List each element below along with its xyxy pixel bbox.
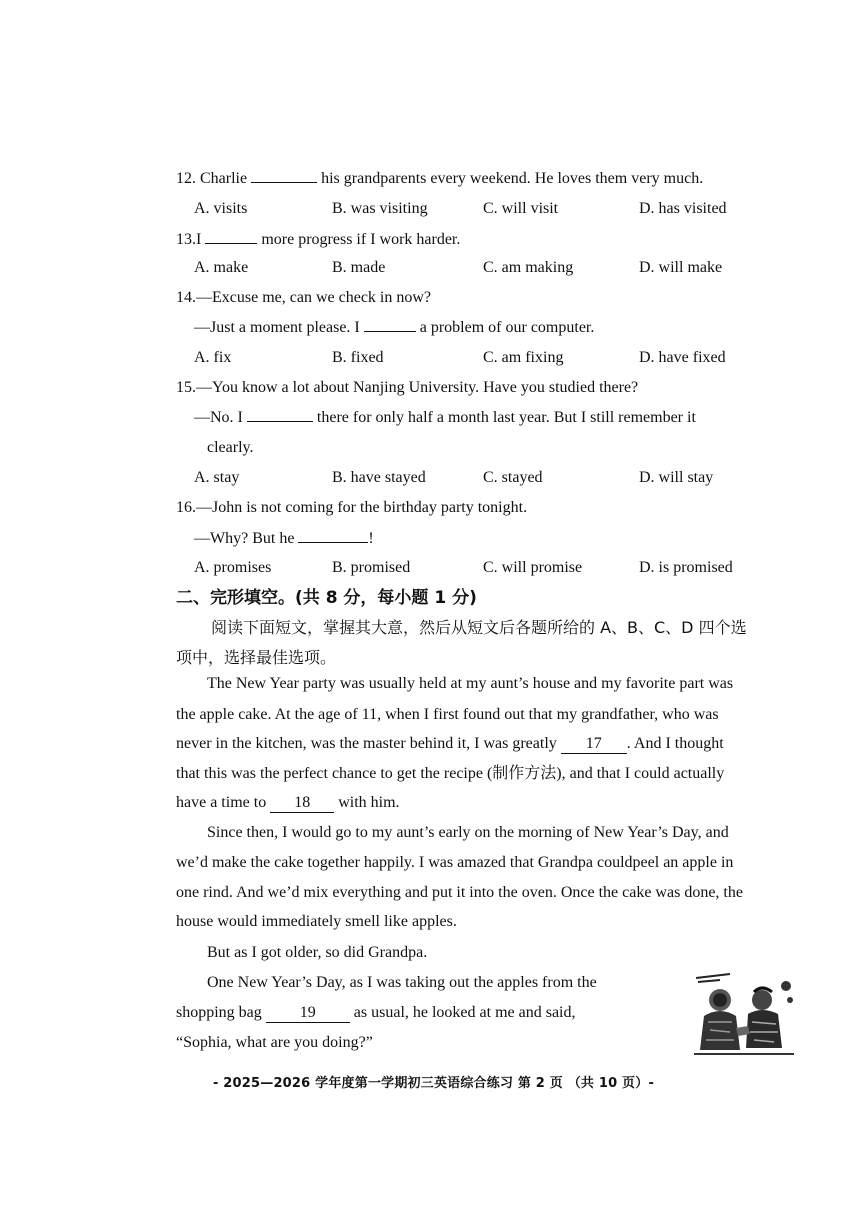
option-b: B. promised bbox=[332, 559, 411, 576]
answer-blank bbox=[247, 407, 313, 422]
option-b: B. have stayed bbox=[332, 469, 426, 486]
passage-text: as usual, he looked at me and said, bbox=[353, 1004, 576, 1021]
question-stem: —John is not coming for the birthday party tonight. bbox=[196, 499, 528, 516]
option-c: C. will visit bbox=[483, 200, 559, 217]
passage-text: never in the kitchen, was the master behind it, I was greatly bbox=[176, 735, 557, 752]
question-stem: Charlie bbox=[200, 170, 248, 187]
option-a: A. make bbox=[194, 259, 249, 276]
question-stem: —No. I bbox=[194, 409, 243, 426]
passage-line: One New Year’s Day, as I was taking out the apples from the bbox=[207, 974, 597, 991]
question-number: 12. bbox=[176, 170, 196, 187]
question-14 bbox=[176, 288, 867, 308]
question-15-continuation: clearly. bbox=[207, 439, 254, 456]
passage-line: that this was the perfect chance to get the recipe (制作方法), and that I could actually bbox=[176, 765, 725, 782]
answer-blank bbox=[364, 317, 416, 332]
option-d: D. will make bbox=[639, 259, 723, 276]
question-stem: —Why? But he bbox=[194, 530, 295, 547]
option-d: D. is promised bbox=[639, 559, 733, 576]
answer-blank bbox=[205, 229, 257, 244]
passage-line bbox=[176, 793, 802, 813]
passage-line: Since then, I would go to my aunt’s early on the morning of New Year’s Day, and bbox=[207, 824, 729, 841]
passage-line: one rind. And we’d mix everything and put it into the oven. Once the cake was done, the bbox=[176, 884, 743, 901]
question-16 bbox=[176, 498, 867, 518]
passage-line: But as I got older, so did Grandpa. bbox=[207, 944, 428, 961]
question-stem: more progress if I work harder. bbox=[261, 231, 461, 248]
option-d: D. will stay bbox=[639, 469, 714, 486]
grandpa-and-girl-illustration bbox=[690, 970, 798, 1058]
passage-text: with him. bbox=[338, 794, 400, 811]
option-b: B. was visiting bbox=[332, 200, 428, 217]
cloze-blank-18: 18 bbox=[270, 794, 334, 813]
question-15 bbox=[176, 378, 867, 398]
question-14-reply bbox=[194, 317, 867, 338]
passage-line: “Sophia, what are you doing?” bbox=[176, 1034, 373, 1051]
option-a: A. stay bbox=[194, 469, 240, 486]
page-footer: - 2025—2026 学年度第一学期初三英语综合练习 第 2 页 （共 10 页）- bbox=[212, 1076, 655, 1091]
passage-text: shopping bag bbox=[176, 1004, 262, 1021]
passage-line: house would immediately smell like apples. bbox=[176, 913, 457, 930]
question-number: 15. bbox=[176, 379, 196, 396]
question-stem: —You know a lot about Nanjing University. Have you studied there? bbox=[196, 379, 639, 396]
option-d: D. have fixed bbox=[639, 349, 726, 366]
cloze-blank-19: 19 bbox=[266, 1004, 350, 1023]
passage-text: . And I thought bbox=[626, 735, 724, 752]
question-stem: —Just a moment please. I bbox=[194, 319, 360, 336]
question-stem: there for only half a month last year. But I still remember it bbox=[316, 409, 696, 426]
cloze-blank-17: 17 bbox=[561, 735, 627, 754]
passage-line bbox=[176, 1003, 670, 1023]
option-c: C. will promise bbox=[483, 559, 583, 576]
option-a: A. promises bbox=[194, 559, 272, 576]
option-b: B. made bbox=[332, 259, 386, 276]
option-c: C. am making bbox=[483, 259, 574, 276]
question-stem: ! bbox=[368, 530, 374, 547]
section-instruction: 项中，选择最佳选项。 bbox=[176, 648, 337, 667]
passage-line bbox=[176, 734, 802, 754]
question-stem: I bbox=[196, 231, 202, 248]
question-number: 13. bbox=[176, 231, 196, 248]
question-15-reply bbox=[194, 407, 867, 428]
option-b: B. fixed bbox=[332, 349, 384, 366]
question-stem: his grandparents every weekend. He loves them very much. bbox=[321, 170, 704, 187]
passage-text: have a time to bbox=[176, 794, 267, 811]
question-stem: —Excuse me, can we check in now? bbox=[196, 289, 432, 306]
option-d: D. has visited bbox=[639, 200, 727, 217]
option-c: C. stayed bbox=[483, 469, 543, 486]
option-a: A. fix bbox=[194, 349, 232, 366]
question-13 bbox=[176, 229, 867, 250]
answer-blank bbox=[298, 528, 368, 543]
question-number: 16. bbox=[176, 499, 196, 516]
passage-line: the apple cake. At the age of 11, when I first found out that my grandfather, who was bbox=[176, 706, 719, 723]
passage-line: The New Year party was usually held at my aunt’s house and my favorite part was bbox=[207, 675, 734, 692]
option-c: C. am fixing bbox=[483, 349, 564, 366]
question-16-reply bbox=[194, 528, 867, 549]
passage-line: we’d make the cake together happily. I was amazed that Grandpa couldpeel an apple in bbox=[176, 854, 734, 871]
option-a: A. visits bbox=[194, 200, 248, 217]
question-12 bbox=[176, 168, 867, 189]
answer-blank bbox=[251, 168, 317, 183]
section-instruction: 阅读下面短文，掌握其大意，然后从短文后各题所给的 A、B、C、D 四个选 bbox=[211, 618, 747, 637]
question-number: 14. bbox=[176, 289, 196, 306]
section-heading: 二、完形填空。(共 8 分，每小题 1 分) bbox=[176, 588, 477, 608]
question-stem: a problem of our computer. bbox=[419, 319, 595, 336]
